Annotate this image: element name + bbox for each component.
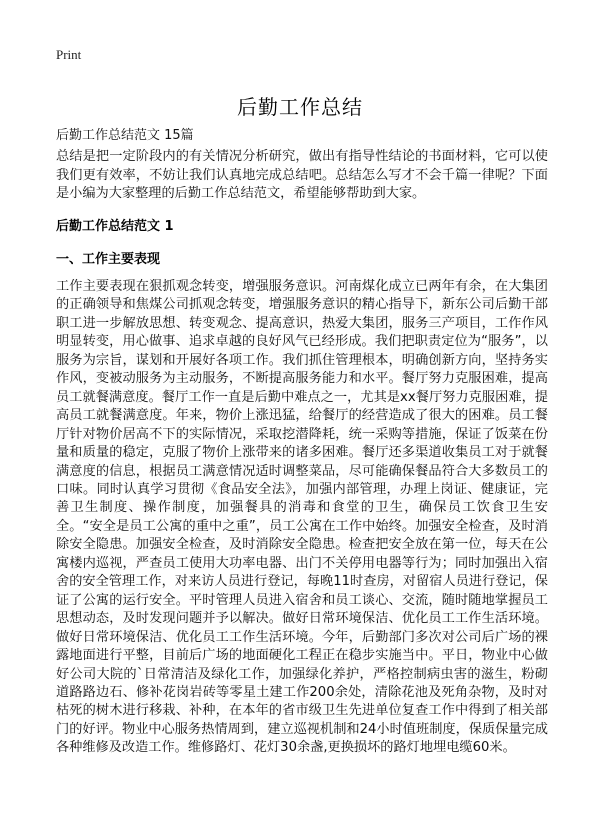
document-title: 后勤工作总结 [237,95,363,120]
print-label[interactable]: Print [56,47,82,62]
section-heading: 后勤工作总结范文 1 [56,219,174,234]
intro-paragraph: 总结是把一定阶段内的有关情况分析研究，做出有指导性结论的书面材料，它可以使我们更有效率，不妨让我们认真地完成总结吧。总结怎么写才不会千篇一律呢？下面是小编为大家整理的后勤工作总结范文，希望能够帮助到大家。 [56,149,548,201]
document-subtitle: 后勤工作总结范文 15篇 [56,128,194,143]
body-paragraph: 工作主要表现在狠抓观念转变，增强服务意识。河南煤化成立已两年有余，在大集团的正确领导和焦煤公司抓观念转变，增强服务意识的精心指导下，新东公司后勤干部职工进一步解放思想、转变观念、提高意识，热爱大集团，服务三产项目，工作作风明显转变，用心做事、追求卓越的良好风气已经形成。我们把职责定位为“服务”，以服务为宗旨，谋划和开展好各项工作。我们抓住管理根本，明确创新方向，坚持务实作风，变被动服务为主动服务，不断提高服务能力和水平。餐厅努力克服困难，提高员工就餐满意度。餐厅工作一直是后勤中难点之一，尤其是xx餐厅努力克服困难，提高员工就餐满意度。年来，物价上涨迅猛，给餐厅的经营造成了很大的困难。员工餐厅针对物价居高不下的实际情况，采取挖潜降耗，统一采购等措施，保证了饭菜在份量和质量的稳定，克服了物价上涨带来的诸多困难。餐厅还多渠道收集员工对于就餐满意度的信息，根据员工满意情况适时调整菜品，尽可能确保餐品符合大多数员工的口味。同时认真学习贯彻《食品安全法》，加强内部管理，办理上岗证、健康证，完善卫生制度、操作制度，加强餐具的消毒和食堂的卫生，确保员工饮食卫生安全。“安全是员工公寓的重中之重”，员工公寓在工作中始终。加强安全检查，及时消除安全隐患。加强安全检查，及时消除安全隐患。检查把安全放在第一位，每天在公寓楼内巡视，严查员工使用大功率电器、出门不关停用电器等行为；同时加强出入宿舍的安全管理工作，对来访人员进行登记，每晚11时查房，对留宿人员进行登记，保证了公寓的运行安全。平时管理人员进入宿舍和员工谈心、交流，随时随地掌握员工思想动态，及时发现问题并予以解决。做好日常环境保洁、优化员工工作生活环境。做好日常环境保洁、优化员工工作生活环境。今年，后勤部门多次对公司后广场的裸露地面进行平整，目前后广场的地面硬化工程正在稳步实施当中。平日，物业中心做好公司大院的`日常清洁及绿化工作，加强绿化养护，严格控制病虫害的滋生，粉砌道路路边石、修补花岗岩砖等零星土建工作200余处，清除花池及死角杂物，及时对枯死的树木进行移栽、补种，在本年的省市级卫生先进单位复查工作中得到了相关部门的好评。物业中心服务热情周到，建立巡视机制和24小时值班制度，保质保量完成各种维修及改造工作。维修路灯、花灯30余盏,更换损坏的路灯地埋电缆60米。 [56,279,548,756]
sub-heading: 一、工作主要表现 [56,252,161,267]
